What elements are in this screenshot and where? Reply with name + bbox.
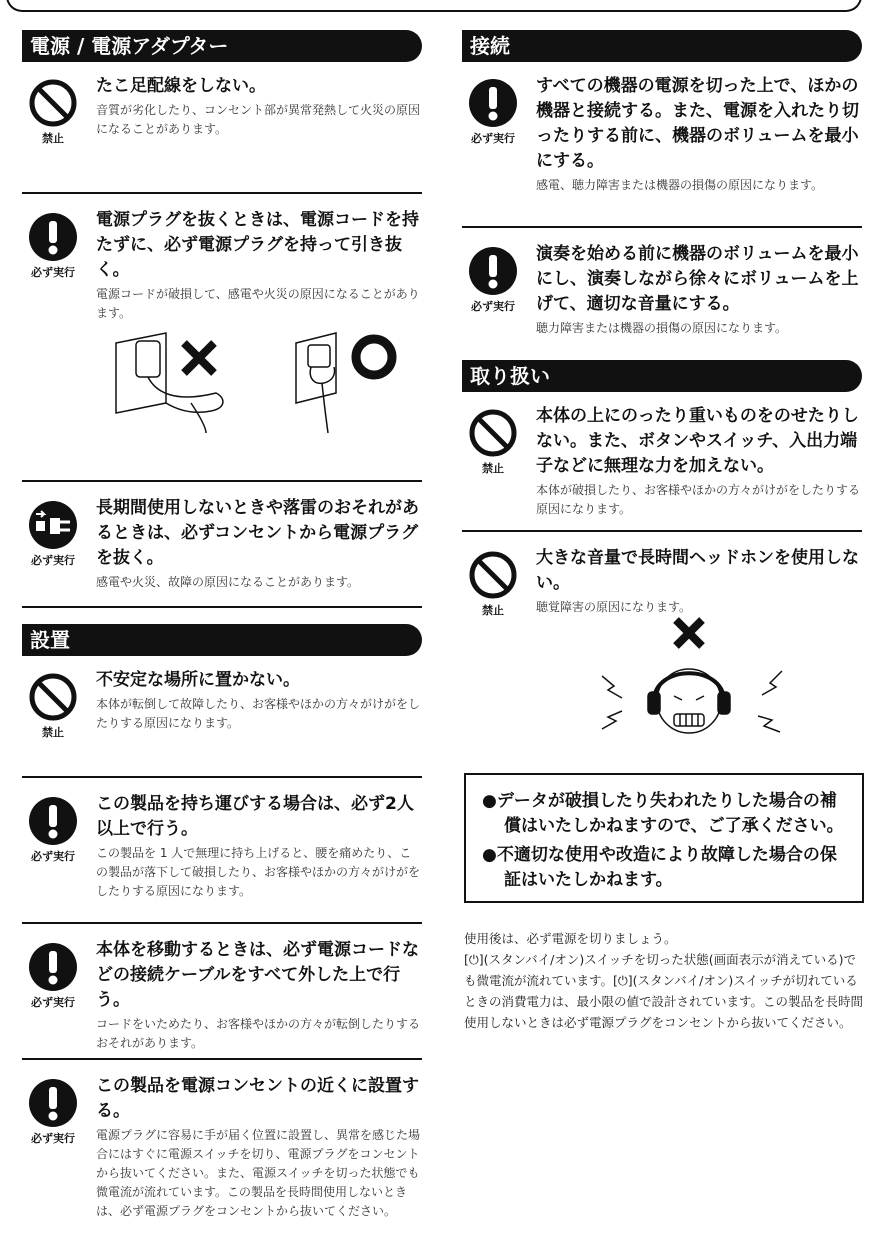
icon-label: 必ず実行	[31, 1132, 75, 1145]
item-description: 感電、聴力障害または機器の損傷の原因になります。	[536, 178, 824, 192]
prohibition-icon	[22, 78, 84, 146]
icon-label: 必ず実行	[31, 266, 75, 279]
warning-item	[22, 668, 422, 778]
mandatory-icon	[22, 942, 84, 1010]
mandatory-icon	[22, 212, 84, 280]
prohibition-icon	[22, 672, 84, 740]
section-title-power: 電源 / 電源アダプター	[22, 30, 422, 62]
warning-item	[22, 938, 422, 1060]
mandatory-icon	[462, 246, 524, 314]
icon-label: 禁止	[42, 726, 64, 739]
item-heading: 長期間使用しないときや落雷のおそれがあるときは、必ずコンセントから電源プラグを抜く。	[96, 498, 419, 568]
section-title-connection: 接続	[462, 30, 862, 62]
item-description: 本体が転倒して故障したり、お客様やほかの方々がけがをしたりする原因になります。	[96, 697, 421, 730]
section-title-handling: 取り扱い	[462, 360, 862, 392]
item-heading: 演奏を始める前に機器のボリュームを最小にし、演奏しながら徐々にボリュームを上げて、適切な音量にする。	[536, 244, 859, 314]
item-description: 電源コードが破損して、感電や火災の原因になることがあります。	[96, 287, 420, 320]
warning-item	[22, 792, 422, 924]
prohibition-icon	[462, 550, 524, 618]
right-column	[462, 30, 862, 746]
notice-bullet: ●不適切な使用や改造により故障した場合の保証はいたしかねます。	[482, 845, 837, 890]
notice-bullet: ●データが破損したり失われたりした場合の補償はいたしかねますので、ご了承ください。	[482, 791, 844, 836]
item-heading: たこ足配線をしない。	[96, 76, 266, 96]
item-heading: 大きな音量で長時間ヘッドホンを使用しない。	[536, 548, 859, 593]
item-heading: この製品を持ち運びする場合は、必ず2人以上で行う。	[96, 794, 414, 839]
unplug-icon	[22, 500, 84, 568]
item-heading: すべての機器の電源を切った上で、ほかの機器と接続する。また、電源を入れたり切ったりする前に、機器のボリュームを最小にする。	[536, 76, 859, 171]
item-description: コードをいためたり、お客様やほかの方々が転倒したりするおそれがあります。	[96, 1017, 421, 1050]
item-description: 聴力障害または機器の損傷の原因になります。	[536, 321, 788, 335]
item-description: 感電や火災、故障の原因になることがあります。	[96, 575, 360, 589]
warning-item	[22, 1074, 422, 1254]
item-heading: 本体の上にのったり重いものをのせたりしない。また、ボタンやスイッチ、入出力端子などに無理な力を加えない。	[536, 406, 859, 476]
icon-label: 必ず実行	[471, 132, 515, 145]
icon-label: 禁止	[42, 132, 64, 145]
item-description: 電源プラグに容易に手が届く位置に設置し、異常を感じた場合にはすぐに電源スイッチを切り、電源プラグをコンセントから抜いてください。また、電源スイッチを切った状態でも微電流が流れています。この製品を長時間使用しないときは、必ず電源プラグをコンセントから抜いてください。	[96, 1128, 421, 1218]
plug-illustration	[96, 323, 422, 437]
mandatory-icon	[22, 796, 84, 864]
item-description: 音質が劣化したり、コンセント部が異常発熱して火災の原因になることがあります。	[96, 103, 421, 136]
warning-item	[22, 74, 422, 194]
icon-label: 禁止	[482, 604, 504, 617]
item-heading: 電源プラグを抜くときは、電源コードを持たずに、必ず電源プラグを持って引き抜く。	[96, 210, 419, 280]
warning-item	[22, 208, 422, 482]
item-heading: 本体を移動するときは、必ず電源コードなどの接続ケーブルをすべて外した上で行う。	[96, 940, 419, 1010]
warning-item	[462, 546, 862, 746]
icon-label: 必ず実行	[31, 850, 75, 863]
item-description: 本体が破損したり、お客様やほかの方々がけがをしたりする原因になります。	[536, 483, 861, 516]
icon-label: 禁止	[482, 462, 504, 475]
warning-item	[462, 242, 862, 354]
warning-item	[462, 74, 862, 228]
mandatory-icon	[22, 1078, 84, 1146]
item-description: 聴覚障害の原因になります。	[536, 600, 692, 614]
warning-item	[462, 404, 862, 532]
left-column	[22, 30, 422, 1254]
note-line-1: 使用後は、必ず電源を切りましょう。	[464, 931, 677, 946]
note-line-2: [⏻](スタンバイ/オン)スイッチを切った状態(画面表示が消えている)でも微電流が流れています。[⏻](スタンバイ/オン)スイッチが切れているときの消費電力は、最小限の値で設計されています。この製品を長時間使用しないときは必ず電源プラグをコンセントから抜いてください。	[464, 952, 864, 1030]
icon-label: 必ず実行	[31, 996, 75, 1009]
icon-label: 必ず実行	[471, 300, 515, 313]
section-title-installation: 設置	[22, 624, 422, 656]
notice-box	[464, 773, 864, 903]
warning-item	[22, 496, 422, 608]
mandatory-icon	[462, 78, 524, 146]
icon-label: 必ず実行	[31, 554, 75, 567]
prohibition-icon	[462, 408, 524, 476]
item-heading: この製品を電源コンセントの近くに設置する。	[96, 1076, 419, 1121]
headphone-illustration	[592, 616, 792, 750]
power-note	[464, 928, 864, 1033]
wrong-plug-illustration	[116, 333, 223, 433]
top-frame	[6, 0, 862, 12]
correct-plug-illustration	[296, 333, 392, 433]
item-heading: 不安定な場所に置かない。	[96, 670, 300, 690]
item-description: この製品を 1 人で無理に持ち上げると、腰を痛めたり、この製品が落下して破損したり、お客様やほかの方々がけがをしたりする原因になります。	[96, 846, 421, 898]
